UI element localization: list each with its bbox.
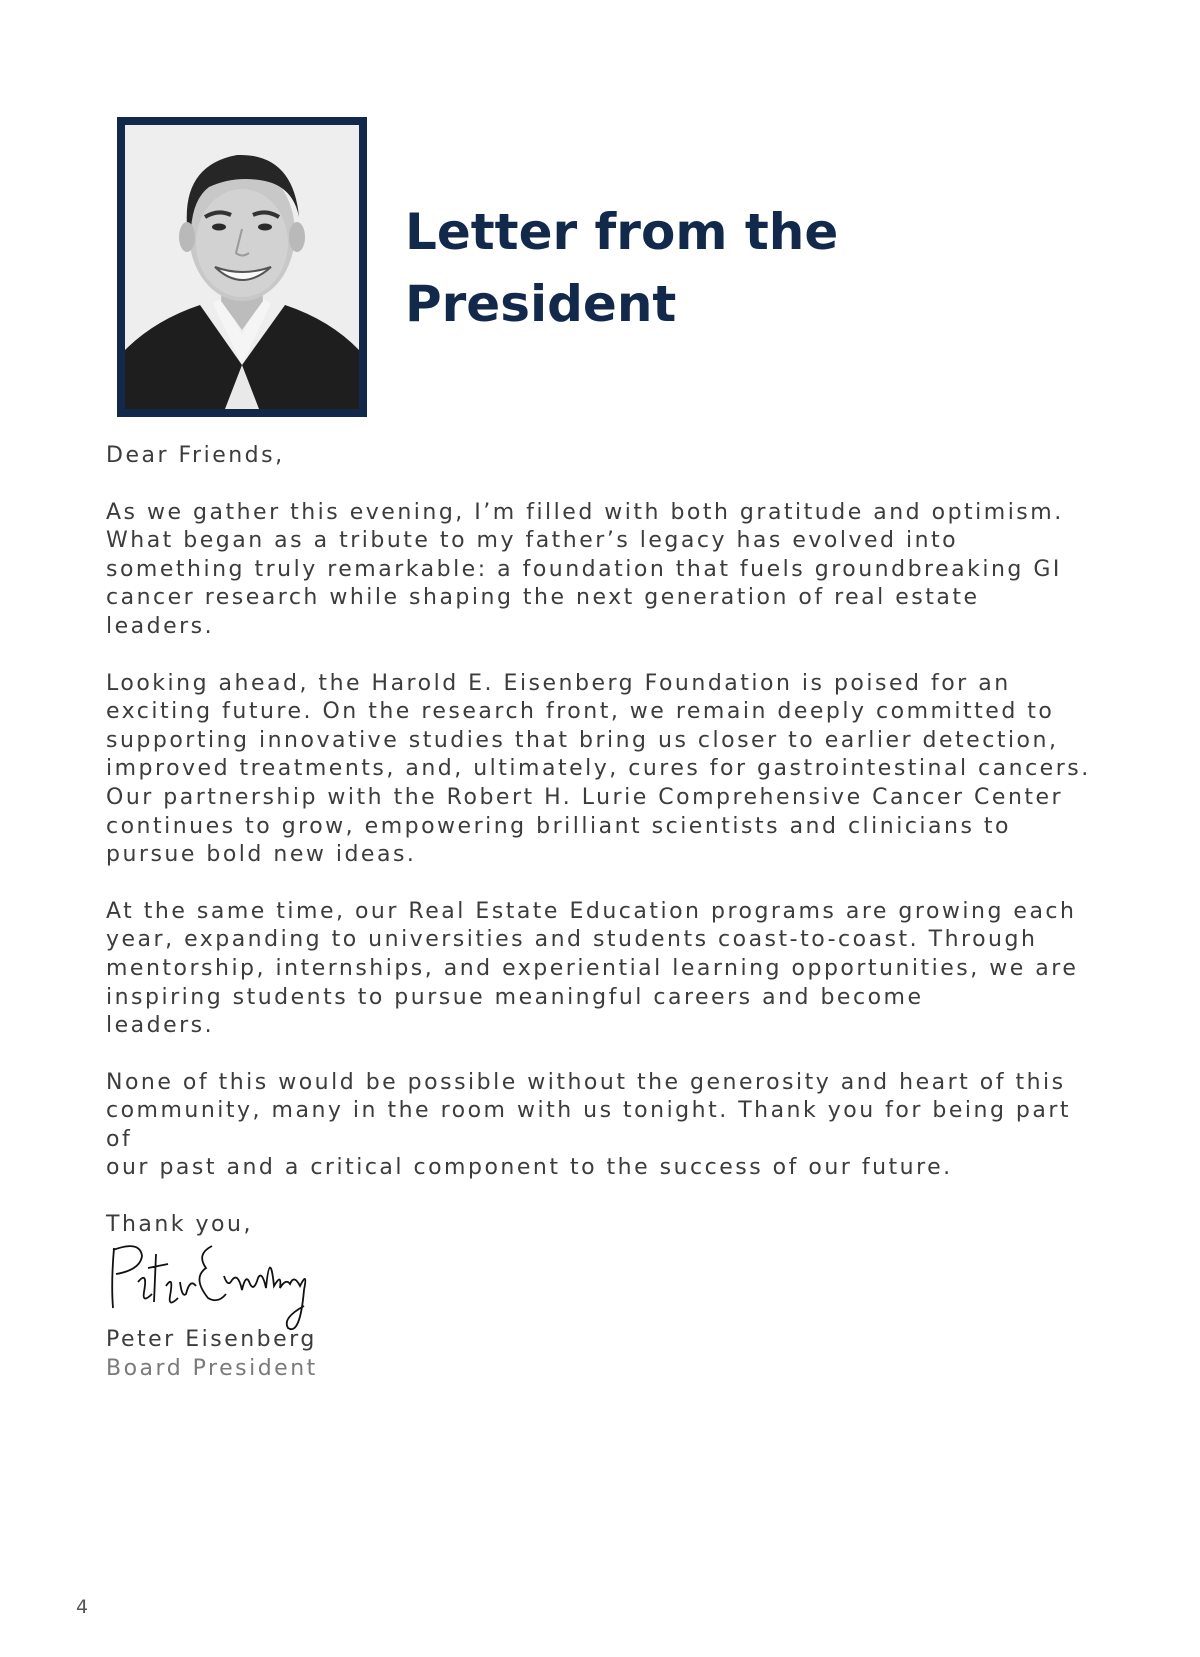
signer-role: Board President xyxy=(106,1356,318,1381)
page-number: 4 xyxy=(76,1596,89,1618)
president-portrait xyxy=(125,125,359,409)
letter-body xyxy=(106,442,1106,1268)
letter-paragraph: At the same time, our Real Estate Education programs are growing each year, expanding to universities and students coast-to-coast. Through mentorship, internships, and experiential learning opportunities, we are inspiring students to pursue meaningful careers and become leaders. xyxy=(106,898,1079,1039)
handwritten-signature xyxy=(104,1228,324,1338)
closing: Thank you, xyxy=(106,1212,253,1238)
signer-name: Peter Eisenberg xyxy=(106,1327,317,1352)
salutation: Dear Friends, xyxy=(106,443,285,468)
letter-paragraph: Looking ahead, the Harold E. Eisenberg Foundation is poised for an exciting future. On the research front, we remain deeply committed to supporting innovative studies that bring us closer to earlier detection, improved treatments, and, ultimately, cures for gastrointestinal cancers. Our partnership with the Robert H. Lurie Comprehensive Cancer Center continues to grow, empowering brilliant scientists and clinicians to pursue bold new ideas. xyxy=(106,670,1091,868)
portrait-frame xyxy=(117,117,367,417)
letter-paragraph: As we gather this evening, I’m filled with both gratitude and optimism. What began as a tribute to my father’s legacy has evolved into something truly remarkable: a foundation that fuels groundbreaking GI cancer research while shaping the next generation of real estate leaders. xyxy=(106,499,1064,639)
letter-paragraph: None of this would be possible without the generosity and heart of this community, many in the room with us tonight. Thank you for being part of our past and a critical component to the success of our future. xyxy=(106,1069,1072,1181)
page-title-text: Letter from the President xyxy=(405,203,839,333)
page-title xyxy=(405,196,965,340)
